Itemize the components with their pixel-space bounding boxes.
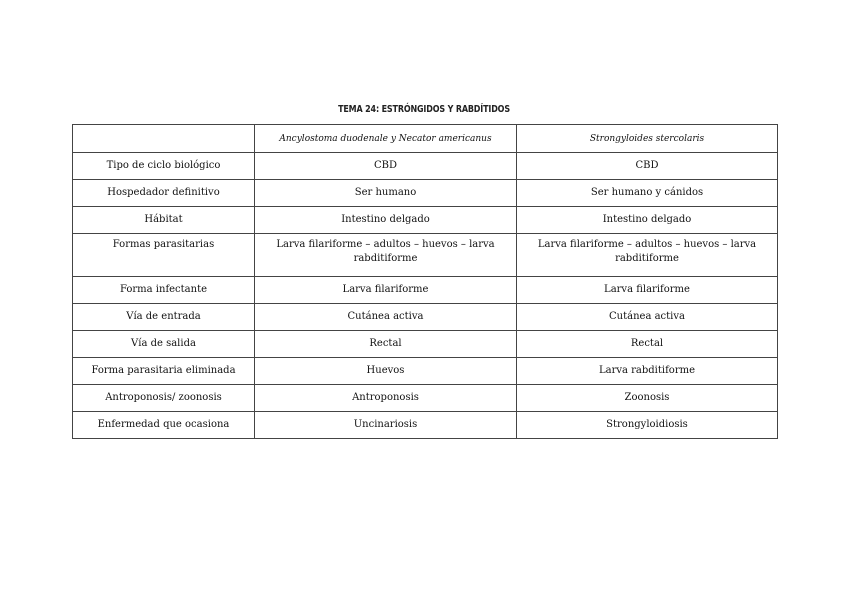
- row-label: Enfermedad que ocasiona: [73, 412, 255, 439]
- header-ancylostoma: Ancylostoma duodenale y Necator americanus: [255, 125, 517, 153]
- cell-ancylostoma: CBD: [255, 153, 517, 180]
- row-label: Hábitat: [73, 207, 255, 234]
- cell-strongyloides: Larva filariforme – adultos – huevos – larva rabditiforme: [517, 234, 778, 277]
- cell-strongyloides: Strongyloidiosis: [517, 412, 778, 439]
- row-label: Forma infectante: [73, 277, 255, 304]
- row-label: Antroponosis/ zoonosis: [73, 385, 255, 412]
- cell-ancylostoma: Ser humano: [255, 180, 517, 207]
- cell-ancylostoma: Larva filariforme: [255, 277, 517, 304]
- row-label: Forma parasitaria eliminada: [73, 358, 255, 385]
- header-empty-cell: [73, 125, 255, 153]
- row-label: Vía de salida: [73, 331, 255, 358]
- parasite-comparison-table: [72, 124, 778, 439]
- cell-strongyloides: Zoonosis: [517, 385, 778, 412]
- cell-ancylostoma: Uncinariosis: [255, 412, 517, 439]
- table-row: [73, 207, 778, 234]
- cell-ancylostoma: Rectal: [255, 331, 517, 358]
- row-label: Tipo de ciclo biológico: [73, 153, 255, 180]
- cell-ancylostoma: Huevos: [255, 358, 517, 385]
- cell-strongyloides: Ser humano y cánidos: [517, 180, 778, 207]
- table-row: [73, 277, 778, 304]
- table-row: [73, 358, 778, 385]
- cell-strongyloides: CBD: [517, 153, 778, 180]
- cell-ancylostoma: Antroponosis: [255, 385, 517, 412]
- cell-strongyloides: Rectal: [517, 331, 778, 358]
- cell-ancylostoma: Cutánea activa: [255, 304, 517, 331]
- table-row: [73, 412, 778, 439]
- table-row: [73, 180, 778, 207]
- cell-strongyloides: Larva filariforme: [517, 277, 778, 304]
- table-row: [73, 153, 778, 180]
- cell-ancylostoma: Intestino delgado: [255, 207, 517, 234]
- table-row: [73, 385, 778, 412]
- header-strongyloides: Strongyloides stercolaris: [517, 125, 778, 153]
- table-row: [73, 331, 778, 358]
- cell-ancylostoma: Larva filariforme – adultos – huevos – larva rabditiforme: [255, 234, 517, 277]
- row-label: Vía de entrada: [73, 304, 255, 331]
- table-header-row: [73, 125, 778, 153]
- cell-strongyloides: Larva rabditiforme: [517, 358, 778, 385]
- row-label: Formas parasitarias: [73, 234, 255, 277]
- row-label: Hospedador definitivo: [73, 180, 255, 207]
- cell-strongyloides: Cutánea activa: [517, 304, 778, 331]
- table-row: [73, 234, 778, 277]
- cell-strongyloides: Intestino delgado: [517, 207, 778, 234]
- table-row: [73, 304, 778, 331]
- page-title: TEMA 24: ESTRÓNGIDOS Y RABDÍTIDOS: [338, 104, 510, 115]
